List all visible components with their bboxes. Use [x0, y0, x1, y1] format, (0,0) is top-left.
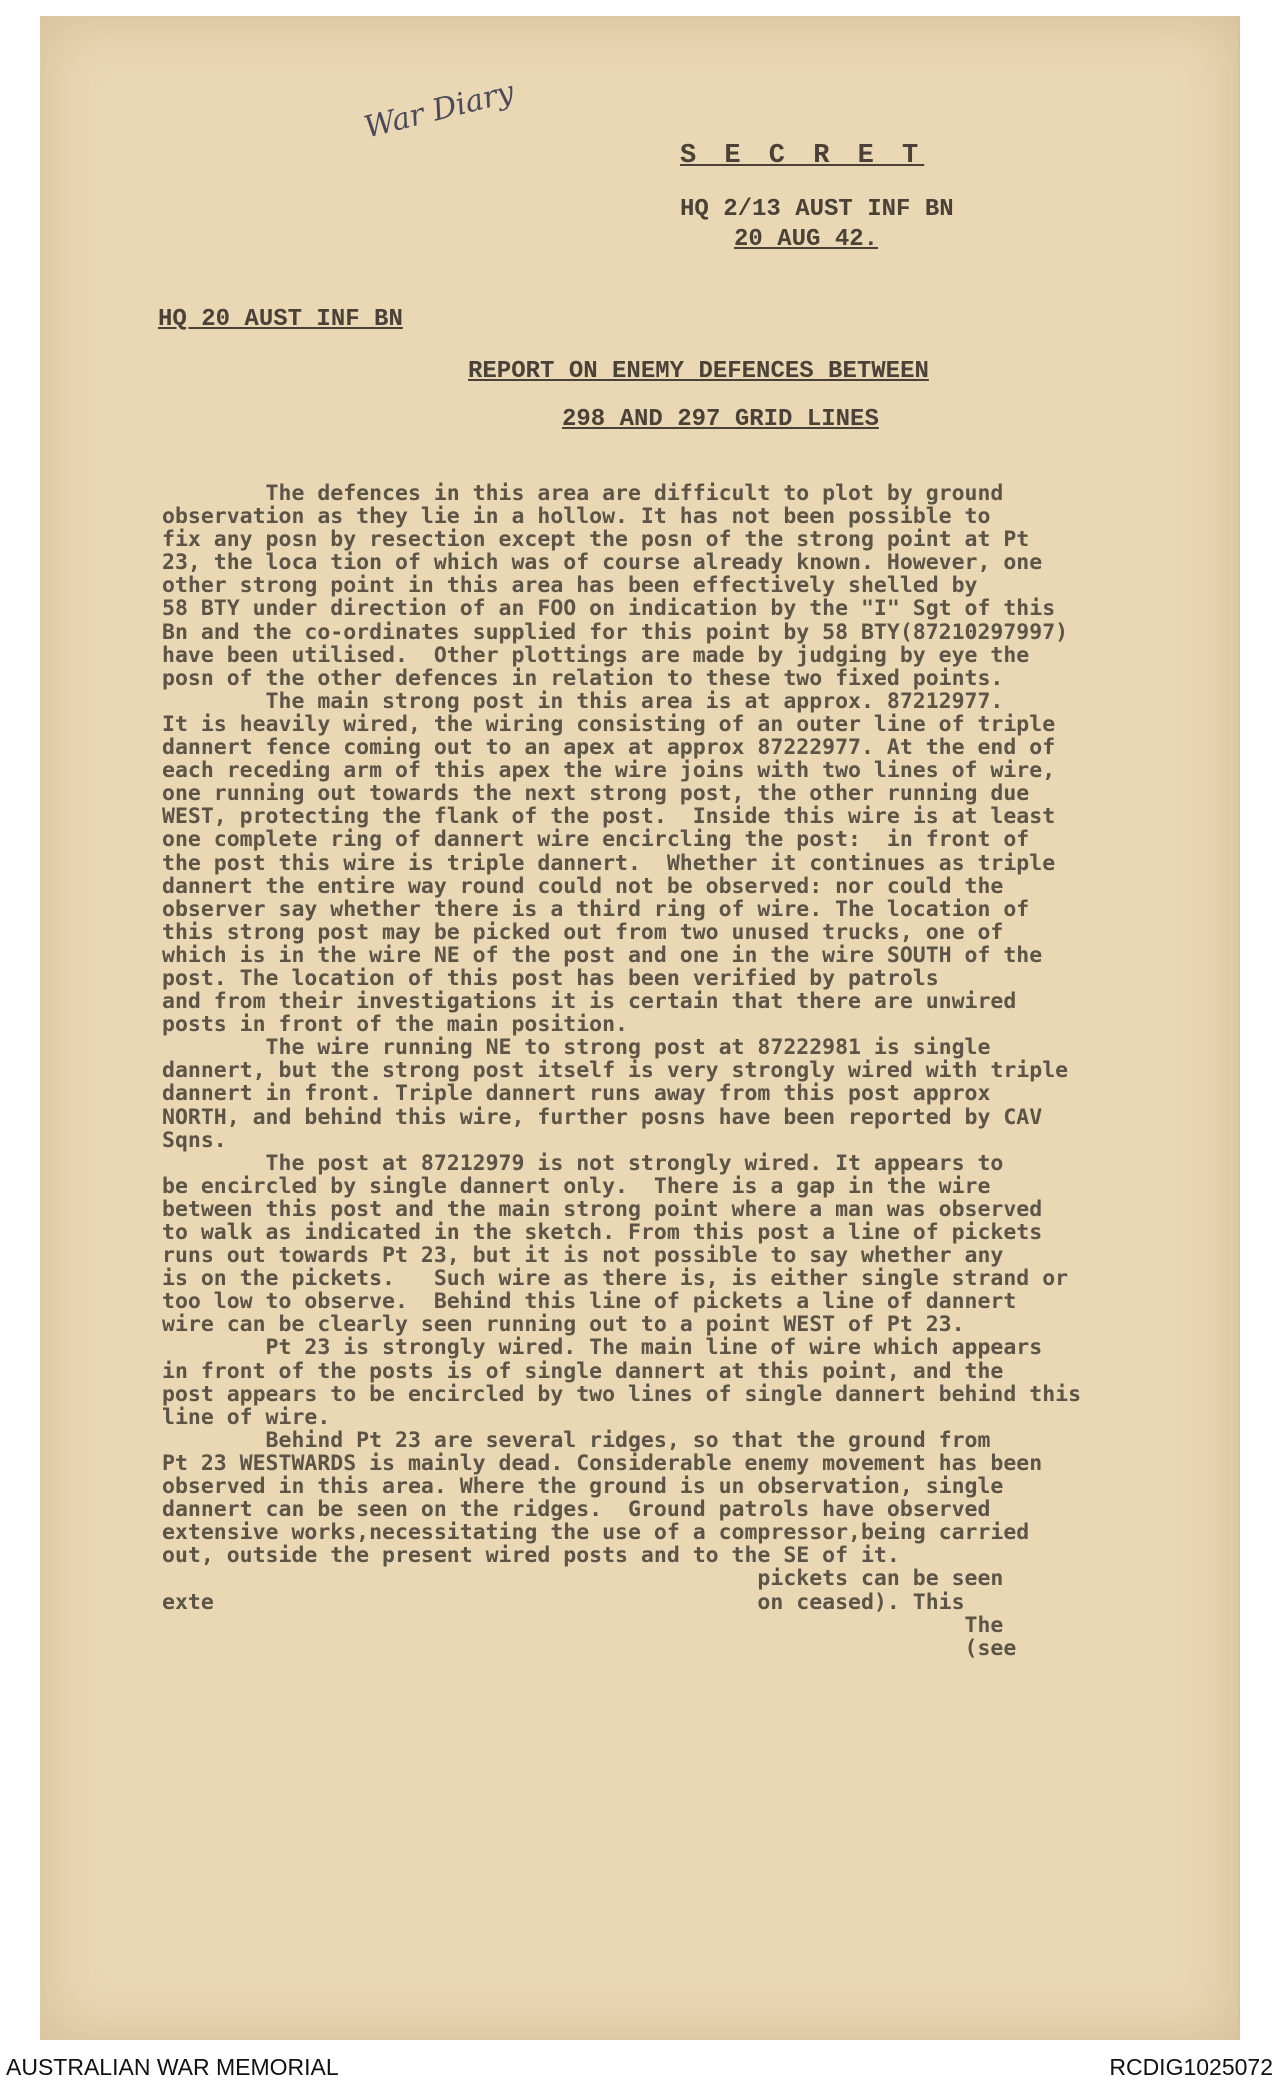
report-body	[162, 482, 1222, 1660]
body-line: this strong post may be picked out from two unused trucks, one of	[162, 919, 1004, 945]
body-line: dannert fence coming out to an apex at approx 87222977. At the end of	[162, 735, 1056, 761]
body-line: posts in front of the main position.	[162, 1012, 628, 1038]
report-title-line2: 298 AND 297 GRID LINES	[562, 406, 879, 433]
unit-line: HQ 2/13 AUST INF BN	[680, 196, 954, 223]
body-line: have been utilised. Other plottings are made by judging by eye the	[162, 642, 1030, 668]
body-line: NORTH, and behind this wire, further posns have been reported by CAV	[162, 1104, 1043, 1130]
body-line: The	[162, 1612, 1004, 1638]
body-line: to walk as indicated in the sketch. From this post a line of pickets	[162, 1220, 1043, 1245]
body-line: Sqns.	[162, 1127, 227, 1153]
body-line: and from their investigations it is certain that there are unwired	[162, 989, 1017, 1015]
classification-heading: S E C R E T	[680, 141, 925, 171]
body-line: The defences in this area are difficult to plot by ground	[162, 481, 1004, 506]
addressee-line: HQ 20 AUST INF BN	[158, 306, 403, 333]
body-line: post appears to be encircled by two lines of single dannert behind this	[162, 1381, 1082, 1407]
body-line: exte on ceased). This	[162, 1589, 965, 1615]
body-line: extensive works,necessitating the use of a compressor,being carried	[162, 1520, 1030, 1546]
body-line: The main strong post in this area is at approx. 87212977.	[162, 688, 1004, 714]
body-line: out, outside the present wired posts and to the SE of it.	[162, 1543, 900, 1569]
body-line: The post at 87212979 is not strongly wired. It appears to	[162, 1150, 1004, 1176]
body-line: The wire running NE to strong post at 87222981 is single	[162, 1035, 991, 1061]
body-line: Behind Pt 23 are several ridges, so that the ground from	[162, 1427, 991, 1453]
body-line: It is heavily wired, the wiring consisting of an outer line of triple	[162, 711, 1056, 737]
body-line: Bn and the co-ordinates supplied for this point by 58 BTY(87210297997)	[162, 619, 1069, 645]
body-line: in front of the posts is of single dannert at this point, and the	[162, 1358, 1004, 1384]
body-line: observed in this area. Where the ground is un observation, single	[162, 1474, 1004, 1500]
body-line: between this post and the main strong point where a man was observed	[162, 1196, 1043, 1222]
body-line: dannert in front. Triple dannert runs away from this post approx	[162, 1081, 991, 1107]
body-line: runs out towards Pt 23, but it is not possible to say whether any	[162, 1243, 1004, 1269]
date-line: 20 AUG 42.	[734, 226, 879, 253]
body-line: is on the pickets. Such wire as there is, is either single strand or	[162, 1266, 1069, 1292]
body-line: dannert the entire way round could not be observed: nor could the	[162, 873, 1004, 899]
body-line: dannert, but the strong post itself is very strongly wired with triple	[162, 1058, 1069, 1084]
body-line: fix any posn by resection except the posn of the strong point at Pt	[162, 527, 1030, 553]
body-line: pickets can be seen	[162, 1566, 1004, 1592]
body-line: one running out towards the next strong post, the other running due	[162, 781, 1030, 807]
body-line: one complete ring of dannert wire encircling the post: in front of	[162, 827, 1030, 853]
body-line: line of wire.	[162, 1404, 331, 1430]
body-line: which is in the wire NE of the post and one in the wire SOUTH of the	[162, 942, 1043, 968]
body-line: post. The location of this post has been verified by patrols	[162, 965, 939, 991]
handwritten-note: War Diary	[360, 74, 518, 146]
document-page	[40, 16, 1240, 2040]
report-title-line1: REPORT ON ENEMY DEFENCES BETWEEN	[468, 358, 929, 385]
body-line: (see	[162, 1635, 1017, 1661]
body-line: be encircled by single dannert only. There is a gap in the wire	[162, 1173, 991, 1199]
body-line: Pt 23 is strongly wired. The main line of wire which appears	[162, 1335, 1043, 1361]
body-line: WEST, protecting the flank of the post. Inside this wire is at least	[162, 804, 1056, 830]
footer-record-id: RCDIG1025072	[1109, 2054, 1273, 2080]
body-line: observer say whether there is a third ring of wire. The location of	[162, 896, 1030, 922]
footer-archive-name: AUSTRALIAN WAR MEMORIAL	[6, 2054, 339, 2080]
body-line: wire can be clearly seen running out to a point WEST of Pt 23.	[162, 1312, 965, 1338]
body-line: Pt 23 WESTWARDS is mainly dead. Considerable enemy movement has been	[162, 1450, 1043, 1476]
body-line: observation as they lie in a hollow. It has not been possible to	[162, 504, 991, 530]
body-line: other strong point in this area has been effectively shelled by	[162, 573, 978, 599]
body-line: too low to observe. Behind this line of pickets a line of dannert	[162, 1289, 1017, 1315]
body-line: the post this wire is triple dannert. Whether it continues as triple	[162, 850, 1056, 876]
body-line: posn of the other defences in relation to these two fixed points.	[162, 665, 1004, 691]
body-line: each receding arm of this apex the wire joins with two lines of wire,	[162, 758, 1056, 784]
body-line: 23, the loca tion of which was of course already known. However, one	[162, 550, 1043, 576]
body-line: dannert can be seen on the ridges. Ground patrols have observed	[162, 1497, 991, 1523]
body-line: 58 BTY under direction of an FOO on indication by the "I" Sgt of this	[162, 596, 1056, 622]
